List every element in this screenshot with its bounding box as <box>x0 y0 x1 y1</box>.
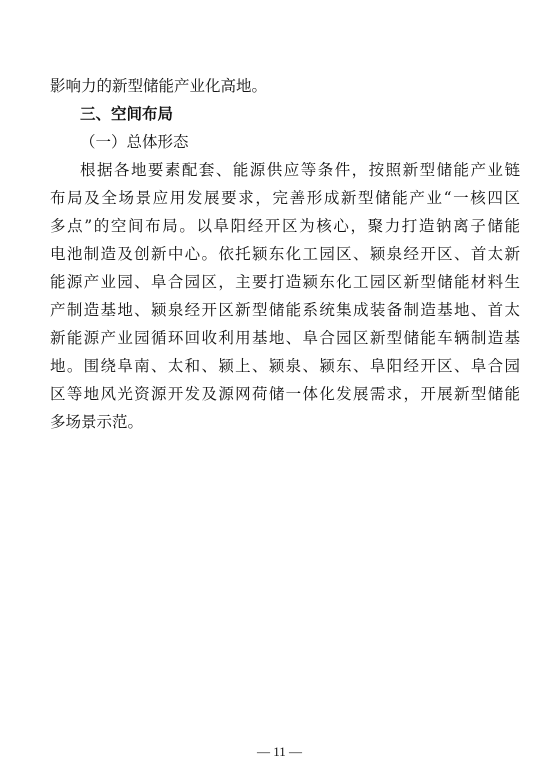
paragraph-line: 地。围绕阜南、太和、颍上、颍泉、颍东、阜阳经开区、阜合园 <box>50 357 520 375</box>
paragraph-line: 多点”的空间布局。以阜阳经开区为核心，聚力打造钠离子储能 <box>50 217 520 235</box>
paragraph-line: 新能源产业园循环回收利用基地、阜合园区新型储能车辆制造基 <box>50 329 520 347</box>
intro-line: 影响力的新型储能产业化高地。 <box>50 77 268 95</box>
paragraph-line: 电池制造及创新中心。依托颍东化工园区、颍泉经开区、首太新 <box>50 245 520 263</box>
paragraph-line: 多场景示范。 <box>50 413 144 431</box>
subsection-heading: （一）总体形态 <box>80 133 189 151</box>
paragraph-line: 能源产业园、阜合园区，主要打造颍东化工园区新型储能材料生 <box>50 273 520 291</box>
paragraph-line: 布局及全场景应用发展要求，完善形成新型储能产业“一核四区 <box>50 189 520 207</box>
paragraph-line: 产制造基地、颍泉经开区新型储能系统集成装备制造基地、首太 <box>50 301 520 319</box>
paragraph-line: 区等地风光资源开发及源网荷储一体化发展需求，开展新型储能 <box>50 385 520 403</box>
page-number: — 11 — <box>256 744 303 759</box>
paragraph-line: 根据各地要素配套、能源供应等条件，按照新型储能产业链 <box>80 161 520 179</box>
section-heading: 三、空间布局 <box>80 105 174 123</box>
